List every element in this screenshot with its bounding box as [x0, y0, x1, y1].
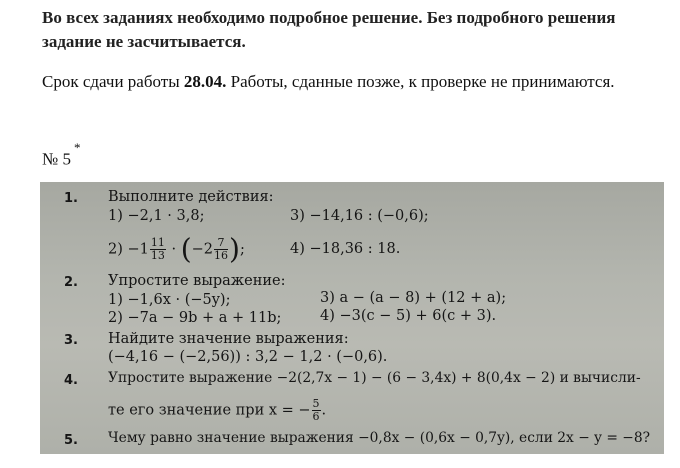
task-1-item-2-suffix: ;	[239, 241, 245, 258]
task-1-item-2-prefix: 2) −1	[108, 241, 149, 258]
task-number-label: № 5	[42, 149, 71, 169]
fraction-numerator: 5	[312, 397, 320, 410]
task-4-number: 4.	[64, 373, 78, 388]
task-2-item-4: 4) −3(c − 5) + 6(c + 3).	[320, 308, 497, 324]
task-3-number: 3.	[64, 333, 78, 348]
task-1-item-2	[108, 232, 245, 266]
task-1-title: Выполните действия:	[108, 189, 274, 205]
task-4-line-1: Упростите выражение −2(2,7x − 1) − (6 − 3,4x) + 8(0,4x − 2) и вычисли-	[108, 370, 641, 386]
fraction-numerator: 7	[214, 237, 228, 250]
inner-whole: −2	[191, 241, 214, 258]
task-3-expression: (−4,16 − (−2,56)) : 3,2 − 1,2 · (−0,6).	[108, 349, 388, 365]
deadline-date: 28.04.	[183, 72, 227, 91]
left-paren: (	[180, 232, 192, 266]
instructions-text: Во всех заданиях необходимо подробное решение. Без подробного решения задание не засчитывается.	[42, 8, 616, 51]
fraction-denominator: 13	[150, 249, 165, 262]
task-asterisk: *	[73, 140, 81, 155]
task-3-title: Найдите значение выражения:	[108, 331, 349, 347]
task-5-number: 5.	[64, 433, 78, 448]
task-4-line-2	[108, 398, 326, 423]
task-4-line-2-prefix: те его значение при x = −	[108, 402, 311, 419]
fraction-numerator: 11	[150, 236, 165, 249]
multiply-sign: ·	[166, 241, 181, 258]
fraction-7-16	[214, 237, 228, 262]
task-1-item-3: 3) −14,16 : (−0,6);	[290, 208, 429, 224]
deadline-prefix: Срок сдачи работы	[42, 72, 184, 91]
task-1-item-1: 1) −2,1 · 3,8;	[108, 208, 205, 224]
task-number	[42, 140, 81, 170]
deadline-suffix: Работы, сданные позже, к проверке не принимаются.	[226, 72, 615, 91]
task-2-item-1: 1) −1,6x · (−5y);	[108, 292, 231, 308]
right-paren: )	[229, 232, 240, 266]
task-4-line-2-suffix: .	[321, 402, 327, 419]
textbook-photo	[40, 182, 664, 454]
task-1-number: 1.	[64, 191, 78, 206]
fraction-denominator: 16	[214, 249, 229, 262]
task-2-item-2: 2) −7a − 9b + a + 11b;	[108, 310, 282, 326]
fraction-11-13	[150, 237, 166, 262]
fraction-5-6	[312, 398, 321, 423]
task-5-text: Чему равно значение выражения −0,8x − (0,6x − 0,7y), если 2x − y = −8?	[108, 430, 651, 446]
task-2-number: 2.	[64, 275, 78, 290]
task-1-item-4: 4) −18,36 : 18.	[290, 241, 401, 257]
fraction-denominator: 6	[312, 410, 320, 423]
deadline-text	[42, 70, 662, 94]
task-2-title: Упростите выражение:	[108, 273, 286, 289]
task-2-item-3: 3) a − (a − 8) + (12 + a);	[320, 290, 507, 306]
